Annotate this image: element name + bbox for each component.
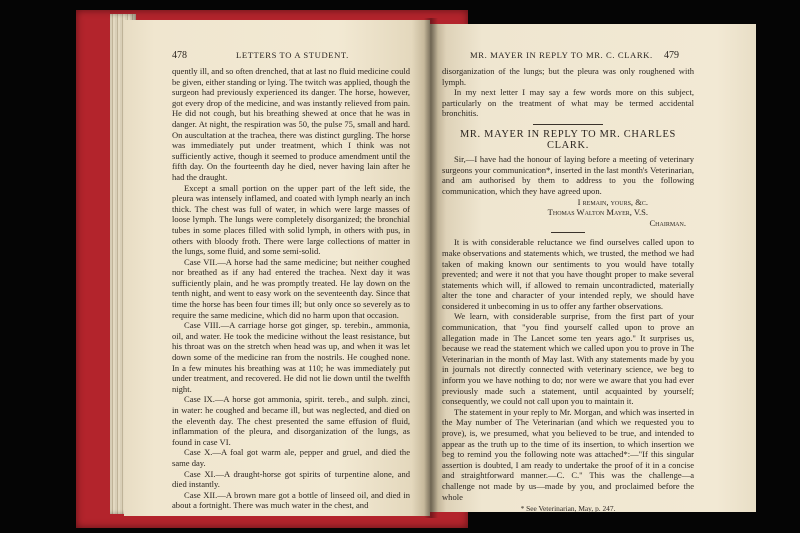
right-page-number: 479: [664, 50, 679, 61]
letter-salutation: Sir,—I have had the honour of laying before a meeting of veterinary surgeons your communication*, inserted in the last month's Veterinarian, and am authorised by them to address to you the following communication, which they have agreed upon.: [442, 154, 694, 196]
left-paragraph: Except a small portion on the upper part of the left side, the pleura was intensely inflamed, and coated with lymph nearly an inch thick. The chest was full of water, in which were large masses of loose lymph. The lungs were completely disorganized; the bronchial tubes in some places filled with solid lymph, in others with pus, in others with bloody froth. There were large collections of matter in the lungs, some fluid, and some semi-solid.: [172, 182, 410, 257]
letter-closing: I remain, yours, &c.: [577, 196, 648, 207]
right-paragraph: The statement in your reply to Mr. Morgan, and which was inserted in the May number of The Veterinarian (and which we requested you to prove), is, we presumed, what you believed to be true, and intended to appear as the truth up to the time of its insertion, to which insertion we beg to remind you the following note was attached*:—"If this singular assertion is doubted, I am ready to undertake the proof of it in a concise and straightforward manner.—C. C." This was the challenge—a challenge not made by us—made by you, and proclaimed before the whole: [442, 406, 694, 502]
left-paragraph: quently ill, and so often drenched, that at last no fluid medicine could be given, either standing or lying. The twitch was applied, though the surgeon had previously experienced its danger. The horse, however, got every drop of the medicine, and was instantly relieved from pain. He did not cough, but his breathing shewed at once that he was in danger. At night, the respiration was 50, the pulse 75, small and hard. On auscultation at the trachea, there was distinct gurgling. The horse was immediately put under treatment, which I think was not sufficiently active, though it seemed to produce amendment until the fifth day. On the fourteenth day he died, never having lain after he had the draught.: [172, 66, 410, 182]
right-header-title: MR. MAYER IN REPLY TO MR. C. CLARK.: [470, 50, 653, 60]
book-gutter: [424, 18, 438, 518]
left-paragraph: Case XII.—A brown mare got a bottle of linseed oil, and died in about a fortnight. There was much water in the chest, and: [172, 489, 410, 511]
left-paragraph: Case VIII.—A carriage horse got ginger, sp. terebin., ammonia, oil, and water. He took the medicine without the least resistance, but his throat was on the stretch when head was up, and when it was let down some of the medicine ran from the nostrils. He coughed none. In a few minutes his breathing was at 110; he was immediately put under treatment, and recovered. He did not lie down until the twelfth night.: [172, 320, 410, 394]
footnote: * See Veterinarian, May, p. 247.: [520, 504, 616, 514]
left-running-head: [172, 50, 424, 61]
right-page-number-wrap: [664, 50, 679, 61]
left-paragraph: Case IX.—A horse got ammonia, spirit. tereb., and sulph. zinci, in water: he coughed and became ill, but was neglected, and died on the eleventh day. The chest presented the same effusion of fluid, inflammation of the pleura, and disorganization of the lungs, as found in case VI.: [172, 394, 410, 447]
signature-role: Chairman.: [649, 217, 686, 228]
left-text-column: [172, 66, 410, 511]
right-paragraph: In my next letter I may say a few words more on this subject, particularly on the treatment of what may be termed accidental bronchitis.: [442, 87, 694, 119]
left-paragraph: Case X.—A foal got warm ale, pepper and gruel, and died the same day.: [172, 447, 410, 468]
left-paragraph: Case XI.—A draught-horse got spirits of turpentine alone, and died instantly.: [172, 468, 410, 490]
right-text-column: [442, 66, 694, 515]
right-paragraph: disorganization of the lungs; but the pleura was only roughened with lymph.: [442, 66, 694, 87]
short-divider: [551, 232, 585, 233]
right-running-head: [470, 50, 682, 60]
left-paragraph: Case VII.—A horse had the same medicine; but neither coughed nor breathed as if any had entered the trachea. Next day it was sufficiently plain, and he was promptly treated. He lay down on the tenth night, and went to easy work on the seventeenth day. Since that time the horse has been four times ill; but only once so severely as to require the same medicine, which did no harm upon that occasion.: [172, 256, 410, 320]
right-paragraph: It is with considerable reluctance we find ourselves called upon to make observations and statements which, we trusted, the method we had taken of making known our sentiments to you would have totally prevented; and were it not that you have thought proper to make several statements which will, if allowed to remain uncontradicted, materially alter the tone and character of your intended reply, we should have considered it unbecoming in us to offer any farther observations.: [442, 237, 694, 311]
article-title: MR. MAYER IN REPLY TO MR. CHARLES CLARK.: [459, 128, 677, 151]
left-page-number: 478: [172, 50, 187, 61]
right-paragraph: We learn, with considerable surprise, from the first part of your communication, that "you find yourself called upon to prove an allegation made in The Lancet some ten years ago." It surprises us, because we read the statement which we called upon you to prove in The Veterinarian in the month of May last. With any statements made by you in journals not directly connected with veterinary science, we beg to inform you we have nothing to do; nor were we aware that you had ever previously made such a statement, until acquainted by yourself; consequently, we could not call upon you to maintain it.: [442, 311, 694, 407]
letter-signature: Thomas Walton Mayer, V.S.: [547, 207, 648, 218]
left-header-title: LETTERS TO A STUDENT.: [236, 50, 349, 60]
section-divider: [533, 124, 603, 125]
